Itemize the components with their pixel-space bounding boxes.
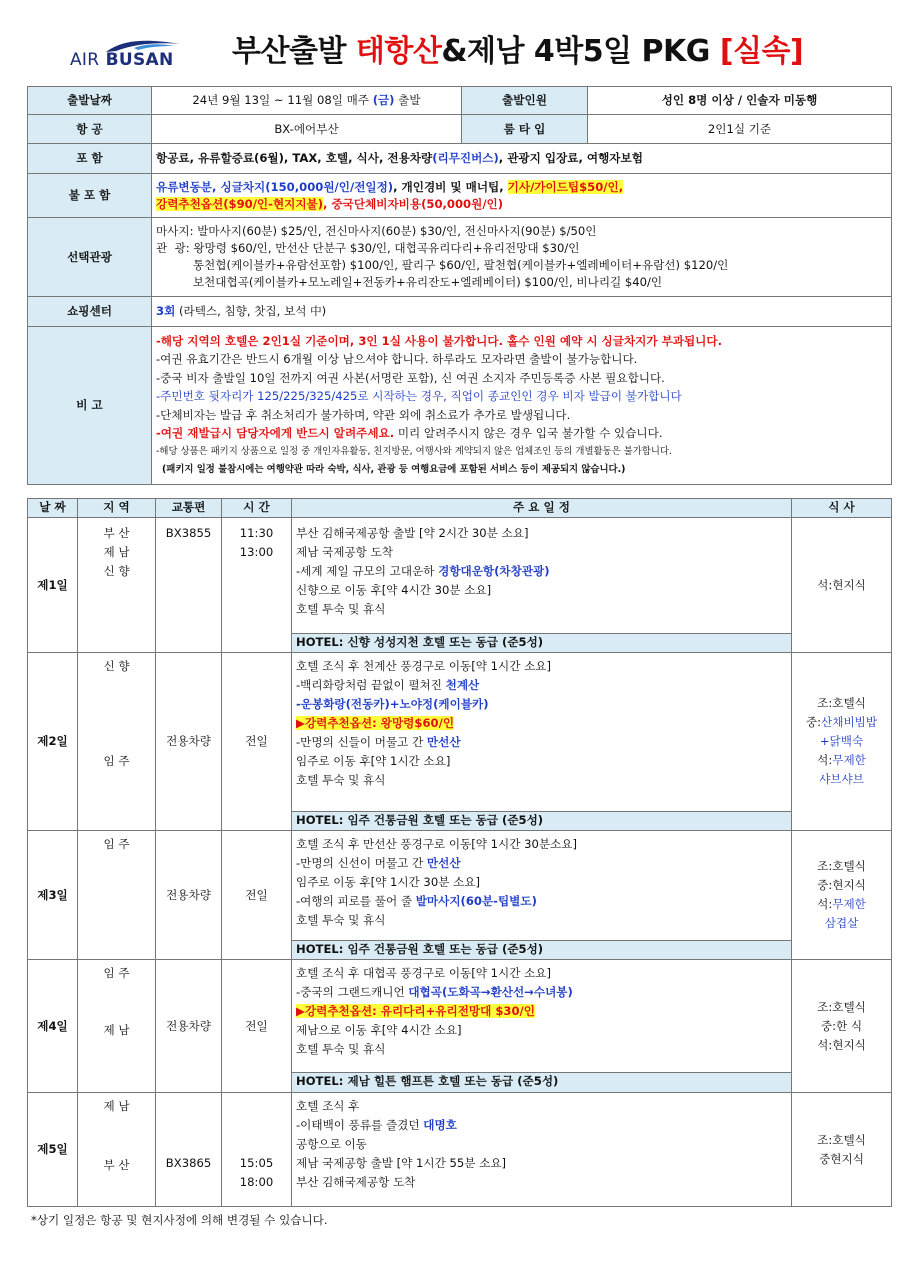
departure-value: 24년 9월 13일 ~ 11월 08일 매주 (금) 출발	[152, 87, 462, 115]
title-part: &제남 4박5일 PKG	[441, 34, 720, 69]
info-row	[28, 218, 892, 297]
meal: 조:호텔식	[817, 859, 866, 873]
title-highlight: 태항산	[355, 34, 442, 69]
meal: 삼겹살	[824, 916, 859, 930]
day-label: 제3일	[28, 831, 78, 960]
col-meal: 식 사	[792, 499, 892, 518]
region: 임 주	[103, 754, 130, 768]
day-row	[28, 653, 892, 812]
day-row	[28, 518, 892, 634]
itinerary-line: 호텔 투숙 및 휴식	[296, 1042, 386, 1056]
time: 18:00	[239, 1175, 274, 1189]
day-time: 전일	[222, 960, 292, 1093]
region: 제 남	[103, 1023, 130, 1037]
region: 신 향	[103, 659, 130, 673]
tip-highlight: 기사/가이드팁$50/인,	[507, 179, 624, 194]
optional-tour-label: 선택관광	[28, 218, 152, 297]
day-itinerary	[292, 1093, 792, 1207]
region: 임 주	[103, 966, 130, 980]
itinerary-line: 호텔 조식 후 만선산 풍경구로 이동[약 1시간 30분소요]	[296, 837, 577, 851]
itinerary-header-row	[28, 499, 892, 518]
day-regions	[78, 518, 156, 653]
remark-line: -여권 유효기간은 반드시 6개월 이상 남으셔야 합니다. 하루라도 모자라면 출발이 불가능합니다.	[156, 352, 638, 366]
region: 신 향	[103, 564, 130, 578]
time: 11:30	[239, 526, 274, 540]
remark-line: -중국 비자 출발일 10일 전까지 여권 사본(서명란 포함), 신 여권 소지자 주민등록증 사본 필요합니다.	[156, 370, 665, 385]
day-itinerary	[292, 831, 792, 941]
itinerary-line: 호텔 조식 후	[296, 1099, 360, 1113]
hotel-info: HOTEL: 임주 건통금원 호텔 또는 동급 (준5성)	[292, 812, 792, 831]
meal: 석:현지식	[817, 577, 866, 592]
day-meals	[792, 831, 892, 960]
day-time: 전일	[222, 653, 292, 831]
itinerary-line: 제남 국제공항 출발 [약 1시간 55분 소요]	[296, 1156, 507, 1170]
region: 제 남	[103, 545, 130, 559]
col-itinerary: 주 요 일 정	[292, 499, 792, 518]
airline-value: BX-에어부산	[152, 115, 462, 144]
itinerary-line: -백리화랑처럼 끝없이 펼쳐진 천계산	[296, 678, 480, 692]
region: 임 주	[103, 837, 130, 851]
itinerary-line: -운봉화랑(전동카)+노야정(케이블카)	[296, 697, 489, 711]
day-label: 제4일	[28, 960, 78, 1093]
col-time: 시 간	[222, 499, 292, 518]
itinerary-line: -이태백이 풍류를 즐겼던 대명호	[296, 1118, 457, 1132]
logo-air-text: AIR	[70, 50, 100, 70]
meal: 석:무제한	[817, 897, 866, 911]
logo-busan-text: BUSAN	[105, 50, 174, 70]
product-info-table	[27, 86, 892, 485]
meal: 조:호텔식	[817, 696, 866, 710]
meal: 중현지식	[819, 1151, 864, 1166]
optional-tour-line: 통천협(케이블카+유람선포함) $100/인, 팔리구 $60/인, 팔천협(케이블카+엘레베이터+유람선) $120/인	[156, 258, 729, 272]
optional-tour-list	[152, 218, 892, 297]
shopping-value: 3회 (라텍스, 침향, 찻집, 보석 中)	[152, 297, 892, 327]
day-label: 제1일	[28, 518, 78, 653]
itinerary-line: 호텔 투숙 및 휴식	[296, 913, 386, 927]
itinerary-line: -만명의 신선이 머물고 간 만선산	[296, 856, 461, 870]
day-transport: 전용차량	[156, 960, 222, 1093]
day-meals	[792, 960, 892, 1093]
col-day: 날 짜	[28, 499, 78, 518]
meal: 샤브샤브	[819, 772, 864, 786]
day-itinerary	[292, 518, 792, 634]
document-header	[0, 0, 905, 85]
day-label: 제2일	[28, 653, 78, 831]
day-regions	[78, 831, 156, 960]
itinerary-line: -여행의 피로를 풀어 줄 발마사지(60분-팁별도)	[296, 894, 537, 908]
remark-line: -해당 상품은 패키지 상품으로 일정 중 개인자유활동, 친지방문, 여행사와 계약되지 않은 업체조인 등의 개별활동은 불가합니다.	[156, 445, 672, 457]
optional-tour-line: 보천대협곡(케이블카+모노레일+전동카+유리잔도+엘레베이터) $100/인, 비나리길 $40/인	[156, 275, 663, 289]
day-transport: BX3865	[156, 1093, 222, 1207]
departure-label: 출발날짜	[28, 87, 152, 115]
exclude-value: 유류변동분, 싱글차지(150,000원/인/전일정), 개인경비 및 매너팁, 기사/가이드팁$50/인, 강력추천옵션($90/인-현지지불), 중국단체비자비용(50,000원/인)	[152, 174, 892, 218]
day-row	[28, 960, 892, 1073]
day-transport: 전용차량	[156, 831, 222, 960]
region: 부 산	[103, 1158, 130, 1172]
air-busan-logo	[64, 36, 184, 76]
day-meals	[792, 1093, 892, 1207]
hotel-info: HOTEL: 제남 힐튼 햄프튼 호텔 또는 동급 (준5성)	[292, 1073, 792, 1093]
day-transport: 전용차량	[156, 653, 222, 831]
departure-weekday: (금)	[372, 93, 395, 107]
day-transport: BX3855	[156, 518, 222, 653]
info-row	[28, 327, 892, 485]
itinerary-line: 호텔 투숙 및 휴식	[296, 773, 386, 787]
day-time: 전일	[222, 831, 292, 960]
meal: +닭백숙	[819, 734, 864, 748]
info-row	[28, 115, 892, 144]
footnote: *상기 일정은 항공 및 현지사정에 의해 변경될 수 있습니다.	[31, 1213, 328, 1227]
remark-line: -여권 재발급시 담당자에게 반드시 알려주세요. 미리 알려주시지 않은 경우 입국 불가할 수 있습니다.	[156, 426, 663, 440]
remarks-list	[152, 327, 892, 485]
itinerary-line: 호텔 조식 후 천계산 풍경구로 이동[약 1시간 소요]	[296, 659, 552, 673]
remarks-label: 비 고	[28, 327, 152, 485]
itinerary-line: -세계 제일 규모의 고대운하 경항대운항(차창관광)	[296, 564, 550, 578]
day-label: 제5일	[28, 1093, 78, 1207]
itinerary-line: 신향으로 이동 후[약 4시간 30분 소요]	[296, 583, 492, 597]
day-row	[28, 1093, 892, 1207]
option-highlight: 강력추천옵션($90/인-현지지불)	[156, 196, 324, 211]
remark-line: -주민번호 뒷자리가 125/225/325/425로 시작하는 경우, 직업이 종교인인 경우 비자 발급이 불가합니다	[156, 389, 682, 403]
page-title	[232, 26, 803, 70]
col-region: 지 역	[78, 499, 156, 518]
itinerary-line	[296, 1002, 787, 1021]
day-meals	[792, 518, 892, 653]
itinerary-line: -만명의 신들이 머물고 간 만선산	[296, 735, 461, 749]
region: 제 남	[103, 1099, 130, 1113]
time: 13:00	[239, 545, 274, 559]
title-tag: [실속]	[719, 34, 804, 69]
itinerary-line: 부산 김해국제공항 출발 [약 2시간 30분 소요]	[296, 526, 529, 540]
shopping-label: 쇼핑센터	[28, 297, 152, 327]
recommended-option: ▶강력추천옵션: 왕망령$60/인	[296, 716, 455, 730]
include-label: 포 함	[28, 144, 152, 174]
itinerary-table	[27, 498, 892, 1207]
meal: 중:산채비빔밥	[805, 715, 878, 729]
col-transport: 교통편	[156, 499, 222, 518]
meal: 석:무제한	[817, 753, 866, 767]
meal: 조:호텔식	[817, 999, 866, 1014]
meal: 석:현지식	[817, 1037, 866, 1052]
itinerary-line: 호텔 투숙 및 휴식	[296, 602, 386, 616]
pax-value: 성인 8명 이상 / 인솔자 미동행	[588, 87, 892, 115]
itinerary-line: -중국의 그랜드캐니언 대협곡(도화곡→환산선→수녀봉)	[296, 985, 573, 999]
hotel-info: HOTEL: 임주 건통금원 호텔 또는 동급 (준5성)	[292, 941, 792, 960]
room-type-value: 2인1실 기준	[588, 115, 892, 144]
shopping-count: 3회	[156, 304, 176, 318]
info-row	[28, 174, 892, 218]
day-times	[222, 1093, 292, 1207]
exclude-label: 불 포 함	[28, 174, 152, 218]
itinerary-line	[296, 714, 787, 733]
region: 부 산	[103, 526, 130, 540]
day-row	[28, 831, 892, 941]
meal: 조:호텔식	[817, 1132, 866, 1147]
optional-tour-line: 마사지: 발마사지(60분) $25/인, 전신마사지(60분) $30/인, 전신마사지(90분) $/50인	[156, 224, 597, 238]
info-row	[28, 144, 892, 174]
day-regions	[78, 960, 156, 1093]
remark-line: (패키지 일정 불참시에는 여행약관 따라 숙박, 식사, 관광 등 여행요금에 포함된 서비스 등이 제공되지 않습니다.)	[162, 464, 626, 475]
include-value: 항공료, 유류할증료(6월), TAX, 호텔, 식사, 전용차량(리무진버스), 관광지 입장료, 여행자보험	[152, 144, 892, 174]
day-regions	[78, 1093, 156, 1207]
pax-label: 출발인원	[462, 87, 588, 115]
day-itinerary	[292, 960, 792, 1073]
recommended-option: ▶강력추천옵션: 유리다리+유리전망대 $30/인	[296, 1004, 535, 1018]
optional-tour-line: 관 광: 왕망령 $60/인, 만선산 단분구 $30/인, 대협곡유리다리+유리전망대 $30/인	[156, 241, 580, 255]
itinerary-line: 호텔 조식 후 대협곡 풍경구로 이동[약 1시간 소요]	[296, 966, 552, 980]
title-part: 부산출발	[232, 34, 356, 69]
itinerary-line: 제남 국제공항 도착	[296, 545, 393, 559]
info-row	[28, 87, 892, 115]
itinerary-line: 임주로 이동 후[약 1시간 소요]	[296, 754, 451, 768]
itinerary-line: 제남으로 이동 후[약 4시간 소요]	[296, 1023, 462, 1037]
day-itinerary	[292, 653, 792, 812]
day-times	[222, 518, 292, 653]
meal: 중:현지식	[817, 878, 866, 892]
itinerary-line: 공항으로 이동	[296, 1137, 367, 1151]
remark-line: -단체비자는 발급 후 취소처리가 불가하며, 약관 외에 취소료가 추가로 발생됩니다.	[156, 407, 571, 422]
itinerary-line: 임주로 이동 후[약 1시간 30분 소요]	[296, 875, 480, 889]
meal: 중:한 식	[820, 1018, 863, 1033]
info-row	[28, 297, 892, 327]
time: 15:05	[239, 1156, 274, 1170]
hotel-info: HOTEL: 신향 성성지천 호텔 또는 동급 (준5성)	[292, 634, 792, 653]
itinerary-line: 부산 김해국제공항 도착	[296, 1175, 416, 1189]
airline-label: 항 공	[28, 115, 152, 144]
remark-line: -해당 지역의 호텔은 2인1실 기준이며, 3인 1실 사용이 불가합니다. 홀수 인원 예약 시 싱글차지가 부과됩니다.	[156, 333, 722, 348]
room-type-label: 룸 타 입	[462, 115, 588, 144]
day-meals	[792, 653, 892, 831]
day-regions	[78, 653, 156, 831]
